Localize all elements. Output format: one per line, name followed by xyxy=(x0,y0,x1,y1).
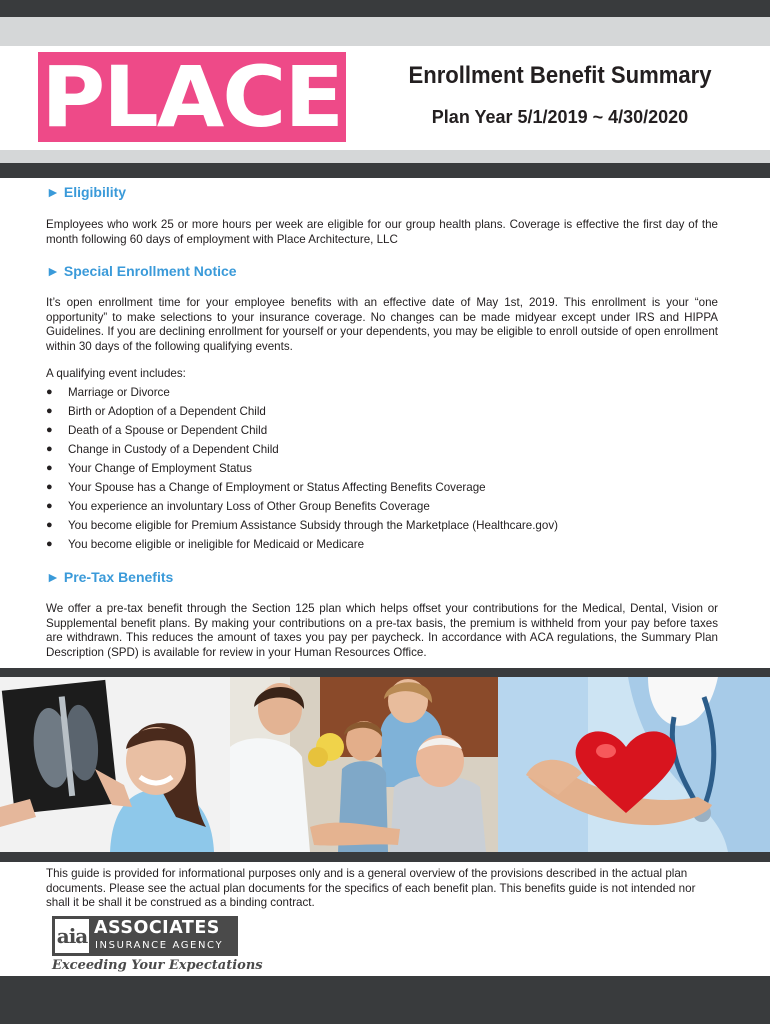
pretax-heading xyxy=(46,569,173,585)
eligibility-text: Employees who work 25 or more hours per week are eligible for our group health plans. Coverage is effective the first day of the month following 60 days of employment with Place Architecture, LLC xyxy=(46,218,718,246)
list-item xyxy=(46,535,726,554)
list-item-label: Your Change of Employment Status xyxy=(68,462,252,475)
list-item xyxy=(46,478,726,497)
pretax-heading-label: Pre-Tax Benefits xyxy=(63,569,174,585)
eligibility-heading-label: Eligibility xyxy=(63,184,127,200)
bullet-icon: ● xyxy=(46,462,53,474)
place-logo-text: PLACE xyxy=(41,48,343,146)
arrow-right-icon: ► xyxy=(46,263,60,279)
pretax-text: We offer a pre-tax benefit through the Section 125 plan which helps offset your contributions for the Medical, Dental, Vision or Supplemental benefit plans. By making your contributions on a pre-tax basis, the premium is withheld from your pay before taxes are withdrawn. This reduces the amount of taxes you pay per paycheck. In accordance with ACA regulations, the Summary Plan Description (SPD) is available for review in your Human Resources Office. xyxy=(46,602,718,659)
agency-tagline: Exceeding Your Expectations xyxy=(52,958,263,973)
bullet-icon: ● xyxy=(46,405,53,417)
list-item-label: Birth or Adoption of a Dependent Child xyxy=(68,405,266,418)
arrow-right-icon: ► xyxy=(46,184,60,200)
page-title: Enrollment Benefit Summary xyxy=(408,62,712,89)
top-light-band xyxy=(0,17,770,46)
header-dark-band xyxy=(0,163,770,178)
header-light-band xyxy=(0,150,770,163)
special-enrollment-heading-label: Special Enrollment Notice xyxy=(63,263,237,279)
disclaimer-text: This guide is provided for informational purposes only and is a general overview of the provisions described in the actual plan documents. Please see the actual plan documents for the specifics of each benefit plan. This benefits guide is not intended nor shall it be shall it be construed as a binding contract. xyxy=(46,867,696,910)
special-enrollment-text: It’s open enrollment time for your employee benefits with an effective date of May 1st, 2019. This enrollment is your “one opportunity” to make selections to your insurance coverage. No changes can be made midyear except under IRS and HIPPA Guidelines. If you are declining enrollment for yourself or your dependents, you may be eligible to enroll outside of open enrollment within 30 days of the following qualifying events. xyxy=(46,296,718,353)
photo-bottom-band xyxy=(0,852,770,862)
list-item xyxy=(46,421,726,440)
list-item xyxy=(46,440,726,459)
qualifying-event-list xyxy=(46,383,726,554)
list-item-label: You become eligible or ineligible for Medicaid or Medicare xyxy=(68,538,365,551)
qualifying-event-intro: A qualifying event includes: xyxy=(46,367,186,380)
list-item-label: You experience an involuntary Loss of Other Group Benefits Coverage xyxy=(68,500,430,513)
list-item xyxy=(46,383,726,402)
bullet-icon: ● xyxy=(46,500,53,512)
family-caregiver-photo xyxy=(230,677,498,852)
list-item-label: Your Spouse has a Change of Employment or Status Affecting Benefits Coverage xyxy=(68,481,486,494)
bullet-icon: ● xyxy=(46,424,53,436)
list-item-label: Change in Custody of a Dependent Child xyxy=(68,443,279,456)
list-item xyxy=(46,516,726,535)
list-item xyxy=(46,497,726,516)
special-enrollment-heading xyxy=(46,263,237,279)
list-item-label: Death of a Spouse or Dependent Child xyxy=(68,424,268,437)
doctor-xray-photo xyxy=(0,677,230,852)
bullet-icon: ● xyxy=(46,481,53,493)
arrow-right-icon: ► xyxy=(46,569,60,585)
plan-year: Plan Year 5/1/2019 ~ 4/30/2020 xyxy=(431,107,689,127)
bullet-icon: ● xyxy=(46,538,53,550)
photo-top-band xyxy=(0,668,770,677)
eligibility-heading xyxy=(46,184,126,200)
aia-mark: aia xyxy=(55,919,89,953)
list-item-label: Marriage or Divorce xyxy=(68,386,170,399)
bullet-icon: ● xyxy=(46,519,53,531)
agency-subtitle: INSURANCE AGENCY xyxy=(95,940,224,951)
agency-name: ASSOCIATES xyxy=(94,918,220,938)
bullet-icon: ● xyxy=(46,386,53,398)
place-logo xyxy=(38,48,346,146)
associates-insurance-logo xyxy=(52,916,263,976)
heart-in-hand-photo xyxy=(498,677,770,852)
bullet-icon: ● xyxy=(46,443,53,455)
associates-logo-box xyxy=(52,916,238,956)
footer-band xyxy=(0,976,770,1024)
list-item-label: You become eligible for Premium Assistance Subsidy through the Marketplace (Healthcare.gov) xyxy=(68,519,558,532)
list-item xyxy=(46,402,726,421)
list-item xyxy=(46,459,726,478)
top-dark-band xyxy=(0,0,770,17)
